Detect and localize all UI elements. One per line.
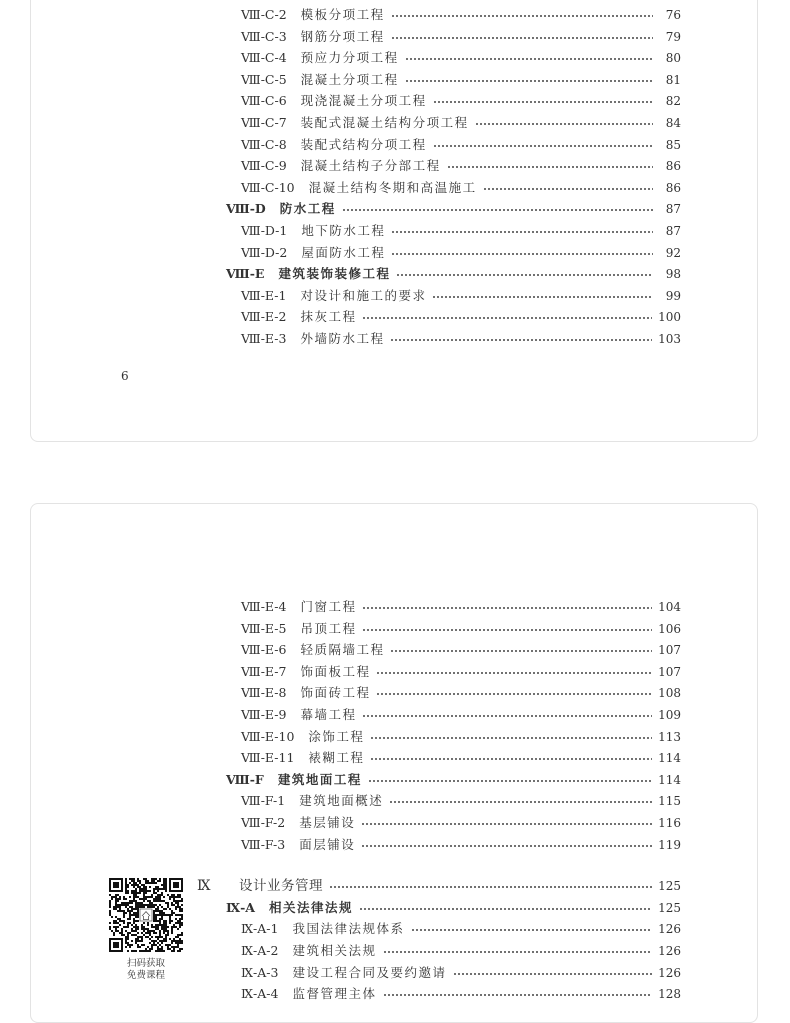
dot-leader [391,15,653,17]
toc-page-number: 106 [658,621,681,636]
toc-title: 地下防水工程 [301,223,386,238]
toc-code: Ⅷ-C-9 [241,158,287,174]
toc-title: 防水工程 [279,201,336,217]
toc-entry[interactable] [241,835,681,855]
toc-code: Ⅷ-F-1 [241,793,286,809]
toc-entry[interactable] [241,156,681,176]
toc-page-number: 85 [665,137,681,152]
toc-title: 抹灰工程 [300,309,357,325]
dot-leader [370,758,652,760]
toc-page-number: 76 [665,8,681,22]
dot-leader [396,274,653,276]
dot-leader [362,715,652,717]
toc-page-number: 125 [658,900,681,915]
toc-chapter[interactable] [226,264,681,284]
toc-entry[interactable] [241,727,681,747]
toc-page-number: 126 [658,944,681,958]
toc-page-number: 81 [665,72,681,87]
toc-title: 我国法律法规体系 [292,921,405,937]
toc-code: Ⅷ-E-1 [241,287,287,303]
toc-title: 面层铺设 [299,836,356,852]
toc-chapter[interactable] [226,770,681,790]
toc-title: 相关法律法规 [268,899,353,915]
toc-title: 预应力分项工程 [300,50,399,66]
toc-entry[interactable] [241,919,681,939]
toc-title: 建设工程合同及要约邀请 [292,964,447,980]
toc-entry[interactable] [241,329,681,349]
toc-title: 混凝土结构冬期和高温施工 [308,179,477,195]
qr-caption-line2: 免费课程 [126,970,165,981]
toc-code: Ⅷ-C-4 [241,50,287,66]
dot-leader [389,801,652,803]
toc-code: Ⅷ-F-2 [241,815,286,830]
toc-title: 混凝土结构子分部工程 [300,158,441,174]
toc-code: Ⅸ-A-3 [241,964,279,980]
toc-section[interactable] [197,876,681,896]
toc-code: Ⅷ-E-11 [241,750,295,766]
toc-page-number: 82 [665,94,681,109]
toc-entry[interactable] [241,791,681,811]
toc-entry[interactable] [241,984,681,1004]
toc-title: 建筑地面工程 [277,771,362,787]
toc-code: Ⅷ-E-5 [241,620,287,636]
toc-code: Ⅷ-D [226,201,266,217]
toc-page-number: 114 [658,772,681,787]
toc-title: 轻质隔墙工程 [300,642,385,658]
toc-page-number: 116 [658,816,681,830]
toc-title: 模板分项工程 [300,7,385,22]
toc-page-number: 125 [658,879,681,894]
toc-title: 建筑装饰装修工程 [278,266,391,282]
dot-leader [405,80,653,82]
toc-entry[interactable] [241,705,681,725]
toc-code: Ⅸ-A-4 [241,986,279,1002]
dot-leader [405,58,653,60]
toc-code: Ⅷ-C-10 [241,179,295,195]
toc-title: 设计业务管理 [239,878,323,895]
toc-title: 建筑地面概述 [299,793,384,809]
toc-page-number: 115 [658,794,681,809]
toc-page-number: 109 [658,708,681,722]
dot-leader [390,650,652,652]
toc-title: 饰面板工程 [300,663,371,679]
toc-code: Ⅷ-C-5 [241,71,287,87]
toc-page-number: 79 [665,29,681,44]
toc-entry[interactable] [241,5,681,25]
toc-page-number: 100 [658,310,681,325]
page-number: 6 [121,369,129,383]
toc-page-number: 114 [658,751,681,766]
dot-leader [342,209,653,211]
toc-entry[interactable] [241,135,681,155]
toc-title: 建筑相关法规 [292,943,377,958]
toc-title: 吊顶工程 [300,620,357,636]
toc-entry[interactable] [241,113,681,133]
toc-code: Ⅷ-C-2 [241,7,287,22]
toc-entry[interactable] [241,70,681,90]
toc-code: Ⅷ-E-3 [241,331,287,346]
toc-code: Ⅷ-D-2 [241,244,288,260]
toc-title: 混凝土分项工程 [300,71,399,87]
toc-title: 涂饰工程 [308,728,365,744]
dot-leader [361,845,652,847]
toc-code: Ⅸ-A-2 [241,943,279,958]
toc-entry[interactable] [241,91,681,111]
dot-leader [391,37,653,39]
toc-code: Ⅷ-C-3 [241,28,287,44]
toc-code: Ⅸ [197,878,211,895]
toc-entry[interactable] [241,307,681,327]
toc-entry[interactable] [241,941,681,961]
dot-leader [383,994,653,996]
dot-leader [376,693,652,695]
toc-page-number: 86 [665,159,681,174]
toc-entry[interactable] [241,748,681,768]
toc-code: Ⅷ-C-8 [241,136,287,152]
toc-page-number: 104 [658,600,681,614]
dot-leader [432,296,653,298]
toc-title: 外墙防水工程 [300,331,385,346]
toc-title: 现浇混凝土分项工程 [300,93,427,109]
toc-page-number: 99 [665,288,681,303]
toc-list [31,0,757,441]
dot-leader [447,166,653,168]
toc-page-number: 107 [658,643,681,658]
toc-entry[interactable] [241,286,681,306]
toc-page-number: 103 [658,332,681,346]
toc-entry[interactable] [241,963,681,983]
toc-entry[interactable] [241,619,681,639]
toc-code: Ⅸ-A [226,899,255,915]
toc-title: 裱糊工程 [308,750,365,766]
dot-leader [391,253,653,255]
toc-entry[interactable] [241,221,681,241]
toc-title: 基层铺设 [299,815,356,830]
dot-leader [368,780,652,782]
dot-leader [390,339,652,341]
toc-title: 钢筋分项工程 [300,28,385,44]
toc-entry[interactable] [241,640,681,660]
toc-title: 饰面砖工程 [300,685,371,701]
toc-page-number: 80 [665,51,681,66]
toc-code: Ⅷ-C-6 [241,93,287,109]
toc-code: Ⅷ-D-1 [241,223,288,238]
toc-code: Ⅷ-E-4 [241,599,287,614]
dot-leader [453,973,653,975]
toc-page-number: 126 [658,965,681,980]
toc-entry[interactable] [241,178,681,198]
toc-title: 门窗工程 [300,599,357,614]
toc-chapter[interactable] [226,199,681,219]
toc-code: Ⅸ-A-1 [241,921,279,937]
dot-leader [362,629,652,631]
toc-code: Ⅷ-E-8 [241,685,287,701]
qr-caption [109,958,183,982]
toc-page-number: 128 [658,987,681,1002]
dot-leader [383,951,653,953]
toc-entry[interactable] [241,27,681,47]
toc-page-7 [30,503,758,1023]
toc-page-number: 98 [665,267,681,282]
dot-leader [483,188,653,190]
toc-chapter[interactable] [226,898,681,918]
toc-title: 装配式混凝土结构分项工程 [300,115,469,130]
toc-entry[interactable] [241,48,681,68]
toc-page-number: 84 [665,116,681,130]
toc-page-number: 92 [665,245,681,260]
toc-entry[interactable] [241,813,681,833]
toc-page-number: 87 [665,202,681,217]
toc-code: Ⅷ-F-3 [241,836,286,852]
dot-leader [370,737,652,739]
toc-entry[interactable] [241,597,681,617]
dot-leader [376,672,652,674]
toc-page-number: 119 [658,837,681,852]
toc-code: Ⅷ-E-6 [241,642,287,658]
toc-page-number: 108 [658,686,681,701]
dot-leader [433,145,653,147]
dot-leader [362,317,652,319]
toc-entry[interactable] [241,662,681,682]
toc-title: 对设计和施工的要求 [300,287,427,303]
toc-page-number: 87 [665,224,681,238]
dot-leader [433,101,653,103]
toc-title: 装配式结构分项工程 [300,136,427,152]
qr-caption-line1: 扫码获取 [126,958,165,969]
toc-code: Ⅷ-E-9 [241,707,287,722]
dot-leader [359,908,652,910]
toc-title: 屋面防水工程 [301,244,386,260]
toc-entry[interactable] [241,243,681,263]
toc-code: Ⅷ-E-10 [241,728,295,744]
dot-leader [391,231,653,233]
toc-page-number: 126 [658,922,681,937]
dot-leader [475,123,653,125]
toc-code: Ⅷ-C-7 [241,115,287,130]
toc-code: Ⅷ-F [226,771,264,787]
dot-leader [361,823,652,825]
toc-page-number: 86 [665,180,681,195]
dot-leader [362,607,652,609]
toc-code: Ⅷ-E [226,266,265,282]
toc-code: Ⅷ-E-7 [241,663,287,679]
toc-page-number: 113 [658,729,681,744]
toc-page-number: 107 [658,664,681,679]
toc-entry[interactable] [241,683,681,703]
qr-code-icon[interactable] [109,878,183,952]
toc-code: Ⅷ-E-2 [241,309,287,325]
toc-page-6 [30,0,758,442]
dot-leader [411,929,653,931]
toc-title: 幕墙工程 [300,707,357,722]
toc-title: 监督管理主体 [292,986,377,1002]
dot-leader [329,886,652,888]
